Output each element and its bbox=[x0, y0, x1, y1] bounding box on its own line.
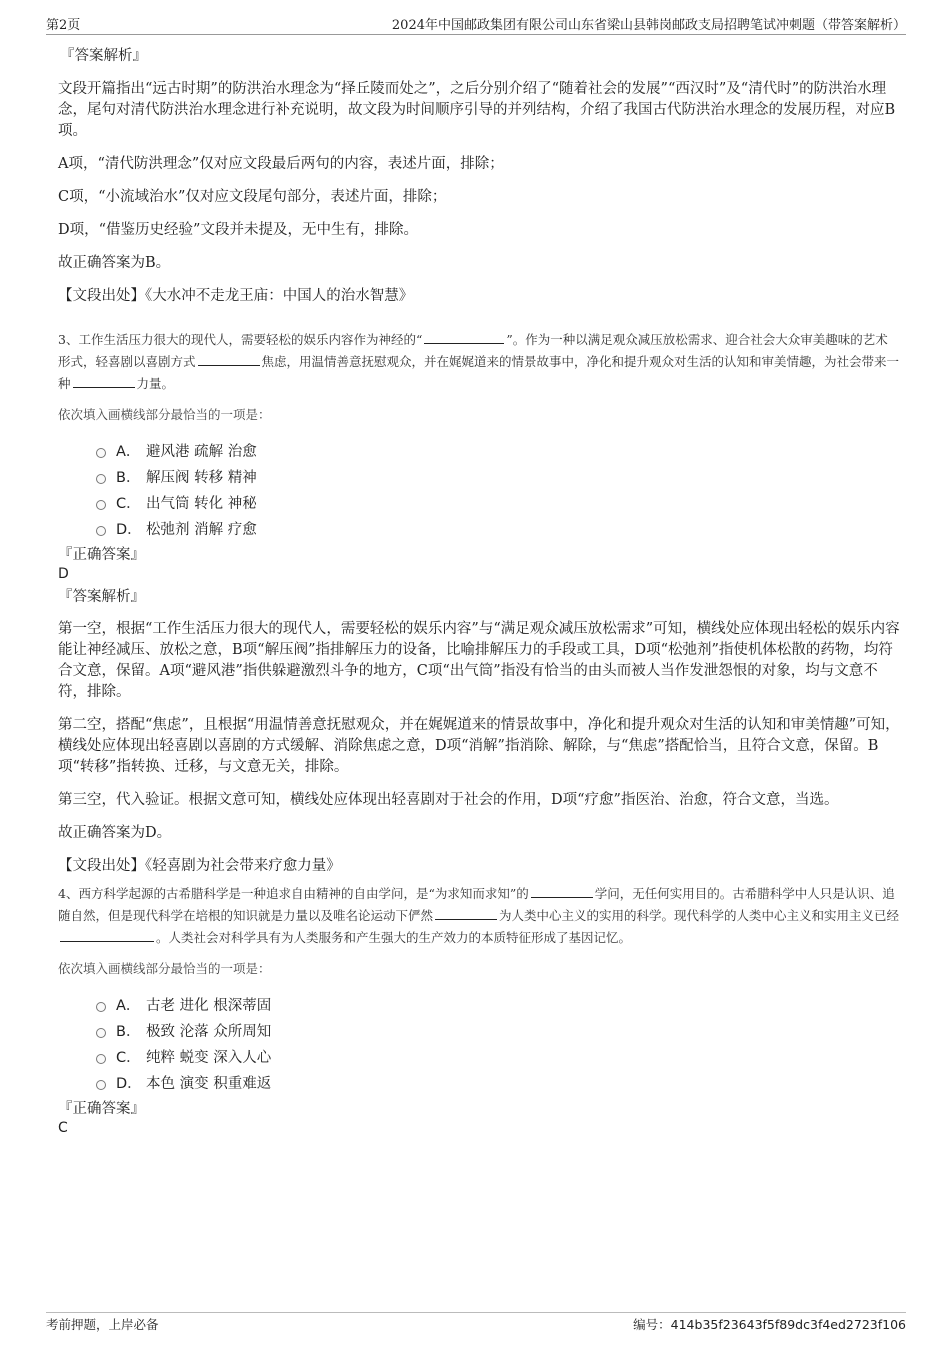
option-c[interactable]: C． 出气筒 转化 神秘 bbox=[58, 491, 900, 517]
radio-icon[interactable] bbox=[96, 1080, 106, 1090]
radio-icon[interactable] bbox=[96, 474, 106, 484]
option-c[interactable]: C． 纯粹 蜕变 深入人心 bbox=[58, 1045, 900, 1071]
radio-icon[interactable] bbox=[96, 1054, 106, 1064]
page-content bbox=[58, 46, 900, 1137]
option-a[interactable]: A． 古老 进化 根深蒂固 bbox=[58, 993, 900, 1019]
q2-analysis-para: A项，“清代防洪理念”仅对应文段最后两句的内容，表述片面，排除； bbox=[58, 156, 504, 172]
option-d[interactable]: D． 松弛剂 消解 疗愈 bbox=[58, 517, 900, 543]
q3-analysis-para: 第三空，代入验证。根据文意可知，横线处应体现出轻喜剧对于社会的作用，D项“疗愈”指医治、治愈，符合文意，当选。 bbox=[58, 792, 839, 808]
page-header bbox=[46, 14, 906, 35]
q3-answer-line: 故正确答案为D。 bbox=[58, 825, 172, 841]
q3-answer-label: 『正确答案』 bbox=[58, 547, 145, 563]
option-b[interactable]: B． 极致 沦落 众所周知 bbox=[58, 1019, 900, 1045]
q3-analysis-label: 『答案解析』 bbox=[58, 589, 145, 605]
blank-line bbox=[424, 331, 504, 344]
q2-answer-line: 故正确答案为B。 bbox=[58, 255, 171, 271]
q2-analysis-label: 『答案解析』 bbox=[60, 48, 147, 64]
q2-analysis-para: 文段开篇指出“远古时期”的防洪治水理念为“择丘陵而处之”，之后分别介绍了“随着社会的发展”“西汉时”及“清代时”的防洪治水理念，尾句对清代防洪治水理念进行补充说明，故文段为时间顺序引导的并列结构，介绍了我国古代防洪治水理念的发展历程，对应B项。 bbox=[58, 81, 896, 139]
q4-options bbox=[58, 993, 900, 1097]
q4-answer-label: 『正确答案』 bbox=[58, 1101, 145, 1117]
radio-icon[interactable] bbox=[96, 1002, 106, 1012]
q3-analysis-para: 第二空，搭配“焦虑”，且根据“用温情善意抚慰观众，并在娓娓道来的情景故事中，净化和提升观众对生活的认知和审美情趣”可知，横线处应体现出轻喜剧以喜剧的方式缓解、消除焦虑之意，D项“消解”指消除、解除，与“焦虑”搭配恰当，且符合文意，保留。B项“转移”指转换、迁移，与文意无关，排除。 bbox=[58, 717, 900, 775]
q3-instruction: 依次填入画横线部分最恰当的一项是： bbox=[58, 407, 271, 422]
blank-line bbox=[73, 375, 135, 388]
radio-icon[interactable] bbox=[96, 1028, 106, 1038]
document-title: 2024年中国邮政集团有限公司山东省梁山县韩岗邮政支局招聘笔试冲刺题（带答案解析） bbox=[391, 18, 906, 33]
blank-line bbox=[60, 929, 154, 942]
q3-stem: 3、工作生活压力很大的现代人，需要轻松的娱乐内容作为神经的“ ”。作为一种以满足观众减压放松需求、迎合社会大众审美趣味的艺术形式，轻喜剧以喜剧方式 焦虑，用温情善意抚慰观众，并在娓娓道来的情景故事中，净化和提升观众对生活的认知和审美情趣，为社会带来一种 力量。 bbox=[58, 332, 900, 391]
q2-source: 【文段出处】《大水冲不走龙王庙：中国人的治水智慧》 bbox=[58, 288, 414, 304]
page-footer bbox=[46, 1312, 906, 1332]
footer-serial: 编号：414b35f23643f5f89dc3f4ed2723f106 bbox=[633, 1317, 906, 1332]
option-d[interactable]: D． 本色 演变 积重难返 bbox=[58, 1071, 900, 1097]
radio-icon[interactable] bbox=[96, 448, 106, 458]
page-number: 第2页 bbox=[46, 18, 81, 33]
q2-analysis-para: D项，“借鉴历史经验”文段并未提及，无中生有，排除。 bbox=[58, 222, 418, 238]
blank-line bbox=[198, 353, 260, 366]
q3-options bbox=[58, 439, 900, 543]
q3-answer: D bbox=[58, 566, 69, 582]
option-b[interactable]: B． 解压阀 转移 精神 bbox=[58, 465, 900, 491]
q3-analysis-para: 第一空，根据“工作生活压力很大的现代人，需要轻松的娱乐内容”与“满足观众减压放松需求”可知，横线处应体现出轻松的娱乐内容能让神经减压、放松之意，B项“解压阀”指排解压力的设备，比喻排解压力的手段或工具，D项“松弛剂”指使机体松散的药物，均符合文意，保留。A项“避风港”指供躲避激烈斗争的地方，C项“出气筒”指没有恰当的由头而被人当作发泄怨恨的对象，均与文意不符，排除。 bbox=[58, 621, 900, 700]
footer-slogan: 考前押题，上岸必备 bbox=[46, 1317, 159, 1332]
q3-source: 【文段出处】《轻喜剧为社会带来疗愈力量》 bbox=[58, 858, 341, 874]
blank-line bbox=[531, 885, 593, 898]
q4-answer: C bbox=[58, 1120, 68, 1136]
blank-line bbox=[435, 907, 497, 920]
q2-analysis-para: C项，“小流域治水”仅对应文段尾句部分，表述片面，排除； bbox=[58, 189, 447, 205]
radio-icon[interactable] bbox=[96, 526, 106, 536]
q4-instruction: 依次填入画横线部分最恰当的一项是： bbox=[58, 961, 271, 976]
radio-icon[interactable] bbox=[96, 500, 106, 510]
option-a[interactable]: A． 避风港 疏解 治愈 bbox=[58, 439, 900, 465]
q4-stem: 4、西方科学起源的古希腊科学是一种追求自由精神的自由学问，是“为求知而求知”的 学问，无任何实用目的。古希腊科学中人只是认识、追随自然，但是现代科学在培根的知识就是力量以及唯名论运动下俨然 为人类中心主义的实用的科学。现代科学的人类中心主义和实用主义已经。人类社会对科学具有为人类服务和产生强大的生产效力的本质特征形成了基因记忆。 bbox=[58, 886, 900, 945]
